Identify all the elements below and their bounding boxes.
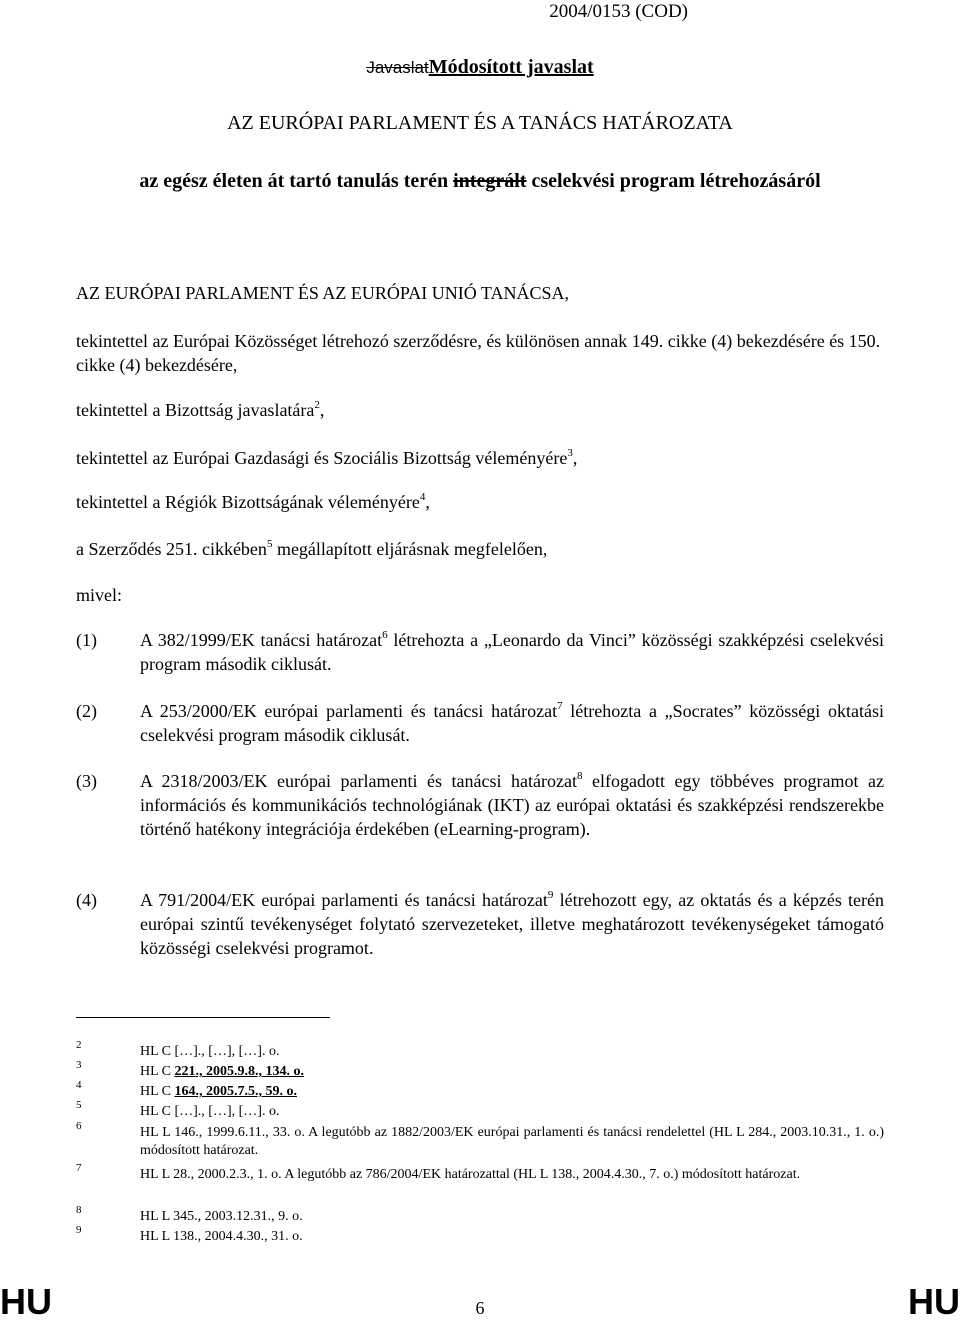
struck-title: Javaslat [366,58,429,77]
footnote-text: HL C 164., 2005.7.5., 59. o. [140,1084,297,1099]
footnote-number: 8 [76,1204,82,1216]
footnote-ref: 8 [576,770,583,782]
footnote-text: HL C […]., […], […]. o. [140,1044,280,1059]
recital-2 [76,699,884,747]
footnote-3 [76,1059,884,1081]
footnote-ref: 7 [557,700,563,712]
footnote-ref: 4 [419,491,426,503]
footnote-6 [76,1120,884,1160]
footnote-ref: 2 [314,399,320,411]
footnote-9 [76,1224,884,1246]
footnote-ref: 3 [567,447,573,459]
footnote-text: HL L 345., 2003.12.31., 9. o. [140,1209,303,1224]
subject-struck: integrált [453,170,527,192]
footnote-4 [76,1079,884,1101]
recital-number: (4) [76,890,97,910]
recital-text: A 253/2000/EK európai parlamenti és tanácsi határozat$^7$ létrehozta a „Socrates” közösségi oktatási cselekvési program második ciklusát. [140,700,884,745]
subject-before: az egész életen át tartó tanulás terén [139,170,454,192]
recital-text: A 791/2004/EK európai parlamenti és tanácsi határozat$^9$ létrehozott egy, az oktatás és a képzés terén európai szintű tevékenységet folytató szervezeteket, illetve meghatározott tevékenységeket támogató közösségi cselekvési programot. [140,889,884,958]
citation-commission: tekintettel a Bizottság javaslatára$^2$, [76,399,325,420]
footnote-changed-ref: 164., 2005.7.5., 59. o. [174,1084,297,1099]
citation-treaty: tekintettel az Európai Közösséget létrehozó szerződésre, és különösen annak 149. cikke (4) bekezdésére és 150. cikke (4) bekezdésére, [76,331,881,375]
footnote-text: HL L 138., 2004.4.30., 31. o. [140,1229,303,1244]
language-code-right: HU [908,1281,960,1322]
footnote-separator [76,1017,330,1018]
footnote-text: HL L 146., 1999.6.11., 33. o. A legutóbb az 1882/2003/EK európai parlamenti és tanácsi rendelettel (HL L 284., 2003.10.31., 1. o.) módosított határozat. [140,1125,884,1158]
footnote-number: 9 [76,1224,82,1236]
footnote-number: 7 [76,1162,82,1174]
decision-subject [0,170,960,193]
footnote-text: HL L 28., 2000.2.3., 1. o. A legutóbb az 786/2004/EK határozattal (HL L 138., 2004.4.30., 7. o.) módosított határozat. [140,1167,801,1182]
recital-text: A 2318/2003/EK európai parlamenti és tanácsi határozat$^8$ elfogadott egy többéves programot az információs és kommunikációs technológiának (IKT) az európai oktatási és szakképzési rendszerekbe történő hatékony integrációja érdekében (eLearning-program). [140,770,884,839]
recital-1 [76,628,884,676]
citation-eesc: tekintettel az Európai Gazdasági és Szociális Bizottság véleményére$^3$, [76,447,578,468]
recital-number: (1) [76,630,97,650]
whereas-label: mivel: [76,585,122,605]
subject-after: cselekvési program létrehozásáról [526,170,821,192]
recital-4 [76,888,884,960]
recital-number: (3) [76,771,97,791]
footnote-changed-ref: 221., 2005.9.8., 134. o. [174,1064,304,1079]
footnote-number: 6 [76,1120,82,1132]
citation-procedure: a Szerződés 251. cikkében$^5$ megállapított eljárásnak megfelelően, [76,538,548,559]
footnote-text: HL C […]., […], […]. o. [140,1104,280,1119]
footnote-2 [76,1039,884,1061]
footnote-ref: 6 [382,629,388,641]
citation-regions: tekintettel a Régiók Bizottságának véleményére$^4$, [76,491,430,512]
recital-text: A 382/1999/EK tanácsi határozat$^6$ létrehozta a „Leonardo da Vinci” közösségi szakképzési cselekvési program második ciklusát. [140,629,884,674]
recital-number: (2) [76,701,97,721]
footnote-number: 5 [76,1099,82,1111]
footnote-number: 3 [76,1059,82,1071]
footnote-number: 4 [76,1079,82,1091]
proposal-title [0,56,960,79]
recital-3 [76,769,884,841]
page-number: 6 [475,1298,485,1318]
language-code-left: HU [0,1281,52,1322]
footnote-5 [76,1099,884,1121]
footnote-ref: 5 [266,538,273,550]
footnote-text: HL C 221., 2005.9.8., 134. o. [140,1064,304,1079]
footnote-7 [76,1162,884,1184]
footnote-8 [76,1204,884,1226]
institution-title: AZ EURÓPAI PARLAMENT ÉS A TANÁCS HATÁROZATA [227,112,733,134]
footnote-ref: 9 [547,889,554,901]
authority-line: AZ EURÓPAI PARLAMENT ÉS AZ EURÓPAI UNIÓ TANÁCSA, [76,283,569,303]
document-reference: 2004/0153 (COD) [549,1,688,22]
footnote-number: 2 [76,1039,82,1051]
modified-title: Módosított javaslat [428,56,594,78]
